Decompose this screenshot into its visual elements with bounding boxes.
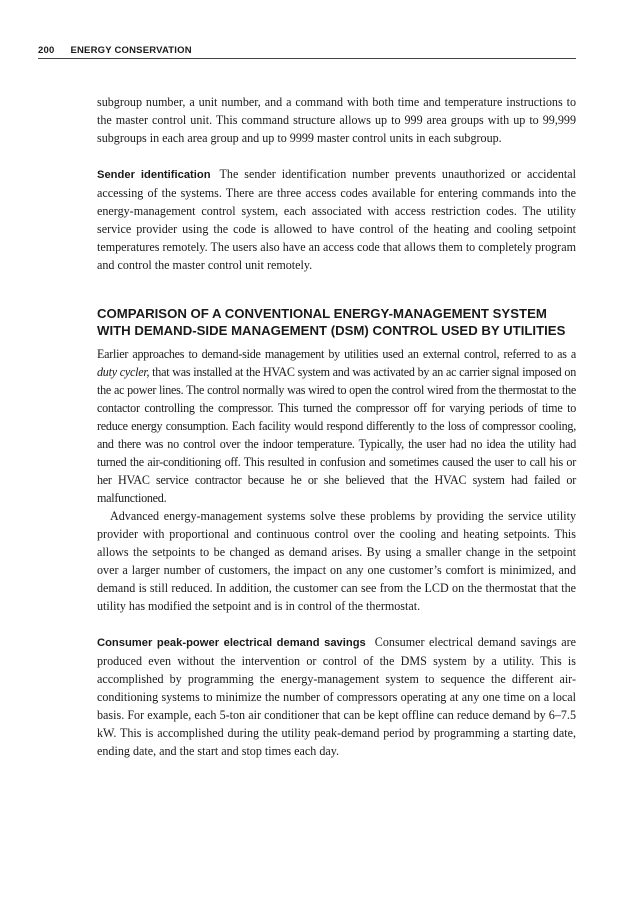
page-body [97,93,576,760]
running-title: ENERGY CONSERVATION [70,45,192,56]
sender-identification-text: The sender identification number prevents unauthorized or accidental accessing of the systems. There are three access codes available for entering commands into the energy-management control system, each associated with access restriction codes. The utility service provider using the code is allowed to have control of the heating and cooling setpoint temperatures remotely. The users also have an access code that allows them to completely program and control the master control unit remotely. [97,167,576,272]
running-header [38,44,576,59]
section-paragraph-1-start: Earlier approaches to demand-side management by utilities used an external control, referred to as a [97,347,576,361]
sender-identification-paragraph [97,165,576,274]
duty-cycler-term: duty cycler, [97,365,150,379]
section-paragraph-1 [97,345,576,507]
consumer-savings-text: Consumer electrical demand savings are produced even without the intervention or control of the DMS system by a utility. This is accomplished by programming the energy-management system to sequence the different air-conditioning systems to minimize the number of compressors operating at any one time on a local basis. For example, each 5-ton air conditioner that can be kept offline can reduce demand by 6–7.5 kW. This is accomplished during the utility peak-demand period by programming a starting date, ending date, and the start and stop times each day. [97,635,576,758]
section-heading: COMPARISON OF A CONVENTIONAL ENERGY-MANAGEMENT SYSTEM WITH DEMAND-SIDE MANAGEMENT (DSM) CONTROL USED BY UTILITIES [97,306,566,338]
page-number: 200 [38,45,55,56]
sender-identification-heading: Sender identification [97,169,211,181]
continued-paragraph: subgroup number, a unit number, and a command with both time and temperature instructions to the master control unit. This command structure allows up to 999 area groups with up to 99,999 subgroups in each area group and up to 9999 master control units in each subgroup. [97,95,576,145]
consumer-savings-paragraph [97,633,576,760]
section-paragraph-2: Advanced energy-management systems solve these problems by providing the service utility provider with proportional and continuous control over the cooling and heating setpoints. This allows the setpoints to be changed as demand arises. By using a smaller change in the setpoint over a larger number of customers, the impact on any one customer’s comfort is minimized, and demand is still reduced. In addition, the customer can see from the LCD on the thermostat that the utility has modified the setpoint and is in control of the thermostat. [97,509,576,613]
section-paragraph-1-rest: that was installed at the HVAC system and was activated by an ac carrier signal imposed on the ac power lines. The control normally was wired to open the control wired from the thermostat to the contactor controlling the compressor. This turned the compressor off for varying periods of time to reduce energy consumption. Each facility would respond differently to the loss of compressor cooling, and there was no control over the indoor temperature. Typically, the user had no idea the utility had turned the air-conditioning off. This resulted in confusion and sometimes caused the user to call his or her HVAC service contractor because he or she believed that the HVAC system had failed or malfunctioned. [97,365,576,505]
consumer-savings-heading: Consumer peak-power electrical demand savings [97,637,366,649]
